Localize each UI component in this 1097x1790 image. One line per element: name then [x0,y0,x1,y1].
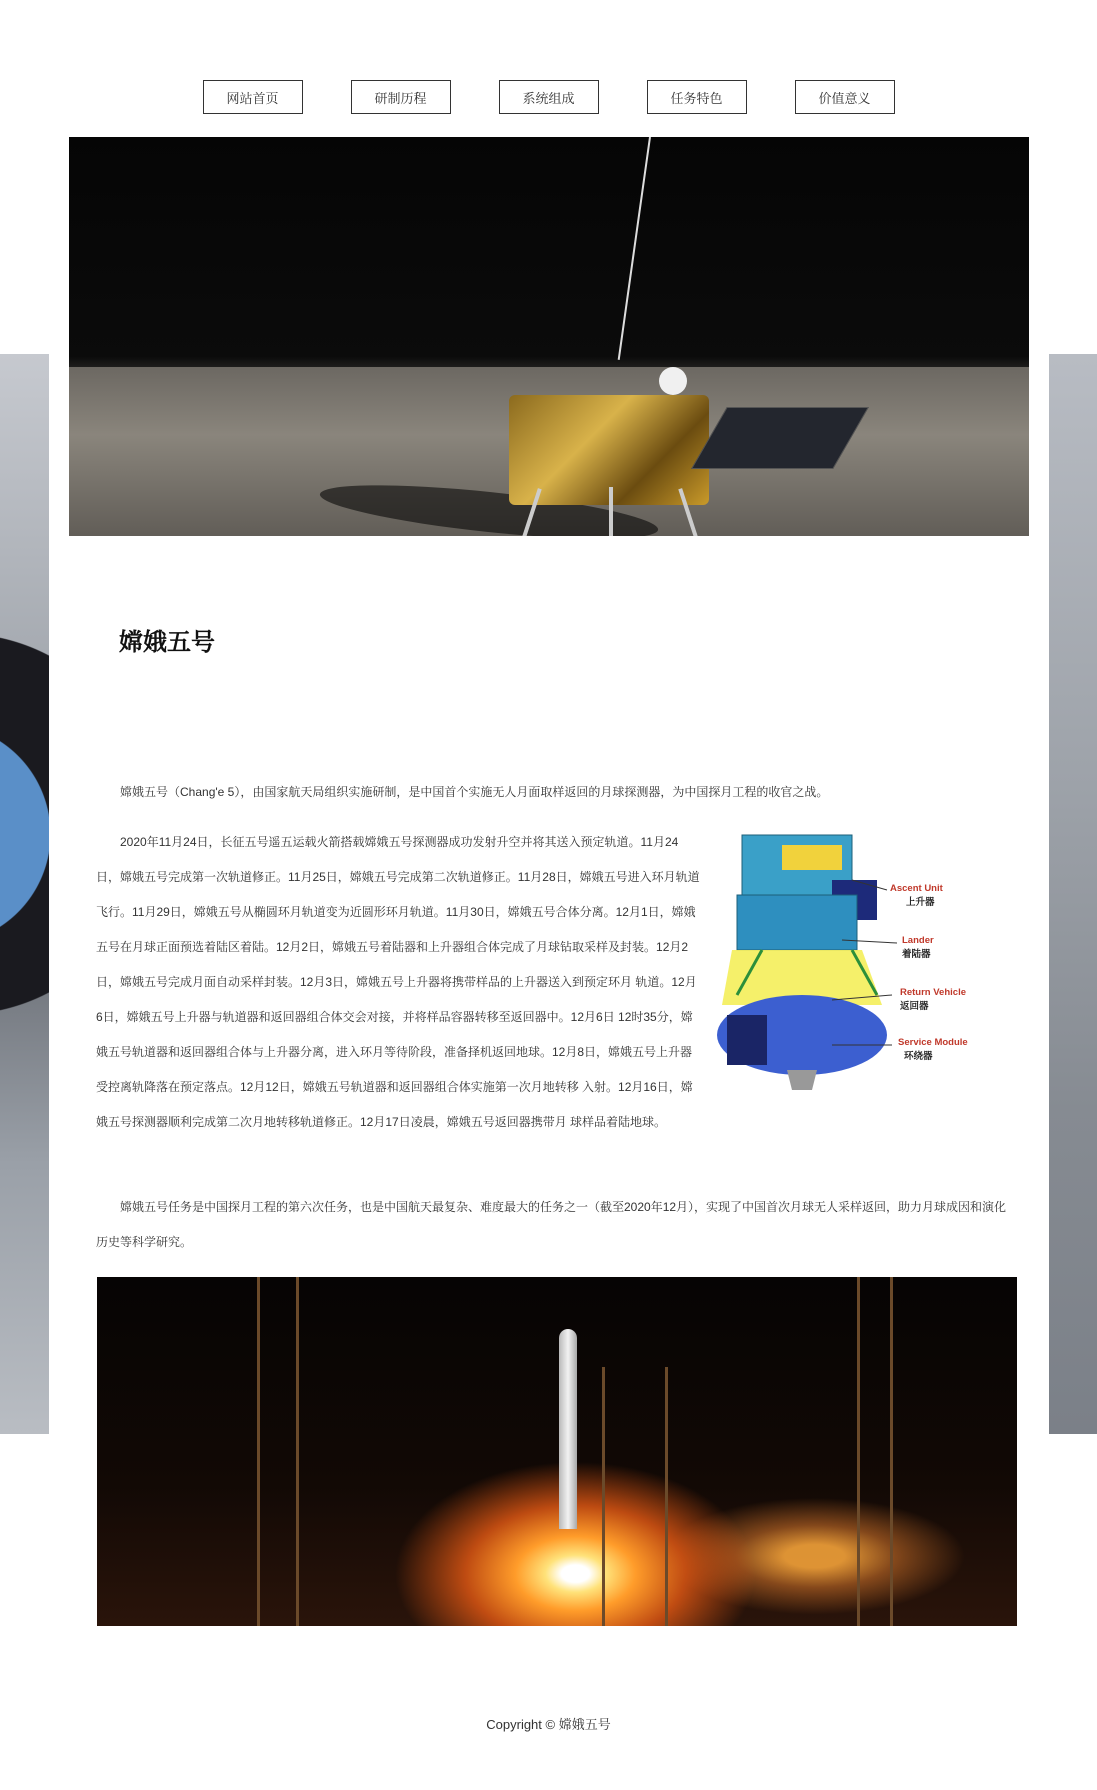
side-decor-right [1049,354,1097,1434]
rocket-launch-image [97,1277,1017,1626]
lander-leg [609,487,613,536]
nav-features[interactable]: 任务特色 [647,80,747,114]
label-ascent-unit-en: Ascent Unit [890,883,943,894]
probe-diagram-svg [712,825,992,1125]
label-service-module-en: Service Module [898,1037,968,1048]
side-decor-left [0,354,49,1434]
label-ascent-unit-zh: 上升器 [906,897,935,908]
label-return-vehicle [900,987,966,1012]
label-service-module [898,1037,968,1062]
label-service-module-zh: 环绕器 [904,1051,933,1062]
top-nav [0,80,1097,114]
article-title: 嫦娥五号 [119,629,215,656]
launch-tower [857,1277,893,1626]
label-lander-en: Lander [902,935,934,946]
lander-antenna [618,137,651,360]
label-lander [902,935,934,960]
label-ascent-unit [890,883,943,908]
nav-system[interactable]: 系统组成 [499,80,599,114]
probe-structure-diagram [712,825,992,1125]
label-lander-zh: 着陆器 [902,949,931,960]
nav-history[interactable]: 研制历程 [351,80,451,114]
launch-tower [257,1277,299,1626]
hero-moon-lander-image [69,137,1029,536]
rocket [559,1329,577,1529]
lander-dish [659,367,687,395]
nav-home[interactable]: 网站首页 [203,80,303,114]
article-paragraph-significance: 嫦娥五号任务是中国探月工程的第六次任务，也是中国航天最复杂、难度最大的任务之一（截至2020年12月），实现了中国首次月球无人采样返回，助力月球成因和演化历史等科学研究。 [96,1200,1007,1249]
article-paragraph-timeline: 2020年11月24日，长征五号遥五运载火箭搭载嫦娥五号探测器成功发射升空并将其送入预定轨道。11月24日，嫦娥五号完成第一次轨道修正。11月25日，嫦娥五号完成第二次轨道修正。11月28日，嫦娥五号进入环月轨道飞行。11月29日，嫦娥五号从椭圆环月轨道变为近圆形环月轨道。11月30日，嫦娥五号合体分离。12月1日，嫦娥五号在月球正面预选着陆区着陆。12月2日，嫦娥五号着陆器和上升器组合体完成了月球钻取采样及封装。12月2日，嫦娥五号完成月面自动采样封装。12月3日，嫦娥五号上升器将携带样品的上升器送入到预定环月 轨道。12月6日，嫦娥五号上升器与轨道器和返回器组合体交会对接，并将样品容器转移至返回器中。12月6日 12时35分，嫦娥五号轨道器和返回器组合体与上升器分离，进入环月等待阶段，准备择机返回地球。12月8日，嫦娥五号上升器受控离轨降落在预定落点。12月12日，嫦娥五号轨道器和返回器组合体实施第一次月地转移 入射。12月16日，嫦娥五号探测器顺利完成第二次月地转移轨道修正。12月17日凌晨，嫦娥五号返回器携带月 球样品着陆地球。 [96,835,700,1129]
nav-value: 价值意义 [795,80,895,114]
launch-tower [602,1367,668,1626]
footer-copyright: Copyright © 嫦娥五号 [486,1717,611,1732]
label-return-vehicle-en: Return Vehicle [900,987,966,998]
label-return-vehicle-zh: 返回器 [900,1001,929,1012]
article-paragraph-intro: 嫦娥五号（Chang'e 5），由国家航天局组织实施研制，是中国首个实施无人月面取样返回的月球探测器，为中国探月工程的收官之战。 [120,785,829,799]
